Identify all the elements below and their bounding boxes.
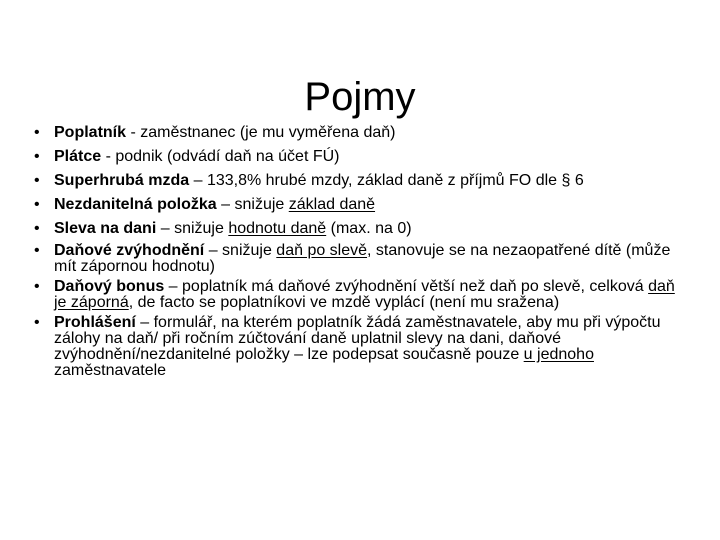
definition: snižuje	[222, 242, 277, 259]
bullet: •	[34, 196, 40, 213]
list-item-danove-zvyhodneni	[34, 243, 690, 275]
separator: –	[156, 220, 175, 237]
definition: poplatník má daňové zvýhodnění větší než daň po slevě, celková	[182, 278, 649, 295]
term: Poplatník	[54, 124, 127, 141]
definition: zaměstnanec (je mu vyměřena daň)	[140, 124, 396, 141]
term: Sleva na dani	[54, 220, 157, 237]
definition-tail: , stanovuje se na nezaopatřené dítě (může mít zápornou hodnotu)	[54, 242, 671, 275]
separator: –	[164, 278, 183, 295]
list-item-sleva-na-dani	[34, 219, 690, 239]
list-item-danovy-bonus	[34, 279, 690, 311]
definition-tail: zaměstnavatele	[54, 362, 167, 379]
slide-title: Pojmy	[304, 74, 416, 119]
underlined-phrase: daň po slevě	[276, 242, 368, 259]
underlined-phrase: daň je záporná	[54, 278, 675, 311]
list-item-superhruba-mzda	[34, 171, 690, 191]
separator: -	[126, 124, 141, 141]
bullet: •	[34, 278, 40, 295]
definition-tail: , de facto se poplatníkovi ve mzdě vyplácí (není mu sražena)	[128, 294, 560, 311]
bullet: •	[34, 220, 40, 237]
list-item-prohlaseni	[34, 315, 690, 379]
term: Prohlášení	[54, 314, 136, 331]
bullet: •	[34, 314, 40, 331]
definition: 133,8% hrubé mzdy, základ daně z příjmů FO dle § 6	[206, 172, 584, 189]
bullet: •	[34, 124, 40, 141]
term: Plátce	[54, 148, 102, 165]
bullet: •	[34, 172, 40, 189]
separator: –	[216, 196, 235, 213]
definition: formulář, na kterém poplatník žádá zaměstnavatele, aby mu při výpočtu zálohy na daň/ při ročním zúčtování daně uplatnil slevy na dani, daňové zvýhodnění/nezdanitelné položky – lze podepsat současně pouze	[54, 314, 661, 363]
term: Daňové zvýhodnění	[54, 242, 205, 259]
definition-tail: (max. na 0)	[326, 220, 412, 237]
definition: snižuje	[174, 220, 229, 237]
term: Superhrubá mzda	[54, 172, 190, 189]
term: Nezdanitelná položka	[54, 196, 217, 213]
separator: –	[204, 242, 223, 259]
bullet: •	[34, 242, 40, 259]
terms-list	[34, 123, 690, 383]
underlined-phrase: základ daně	[288, 196, 376, 213]
bullet: •	[34, 148, 40, 165]
underlined-phrase: u jednoho	[523, 346, 594, 363]
term: Daňový bonus	[54, 278, 165, 295]
list-item-poplatnik	[34, 123, 690, 143]
underlined-phrase: hodnotu daně	[228, 220, 327, 237]
list-item-platce	[34, 147, 690, 167]
separator: –	[135, 314, 154, 331]
separator: -	[101, 148, 116, 165]
list-item-nezdanitelna-polozka	[34, 195, 690, 215]
definition: snižuje	[234, 196, 289, 213]
separator: –	[189, 172, 207, 189]
definition: podnik (odvádí daň na účet FÚ)	[115, 148, 340, 165]
